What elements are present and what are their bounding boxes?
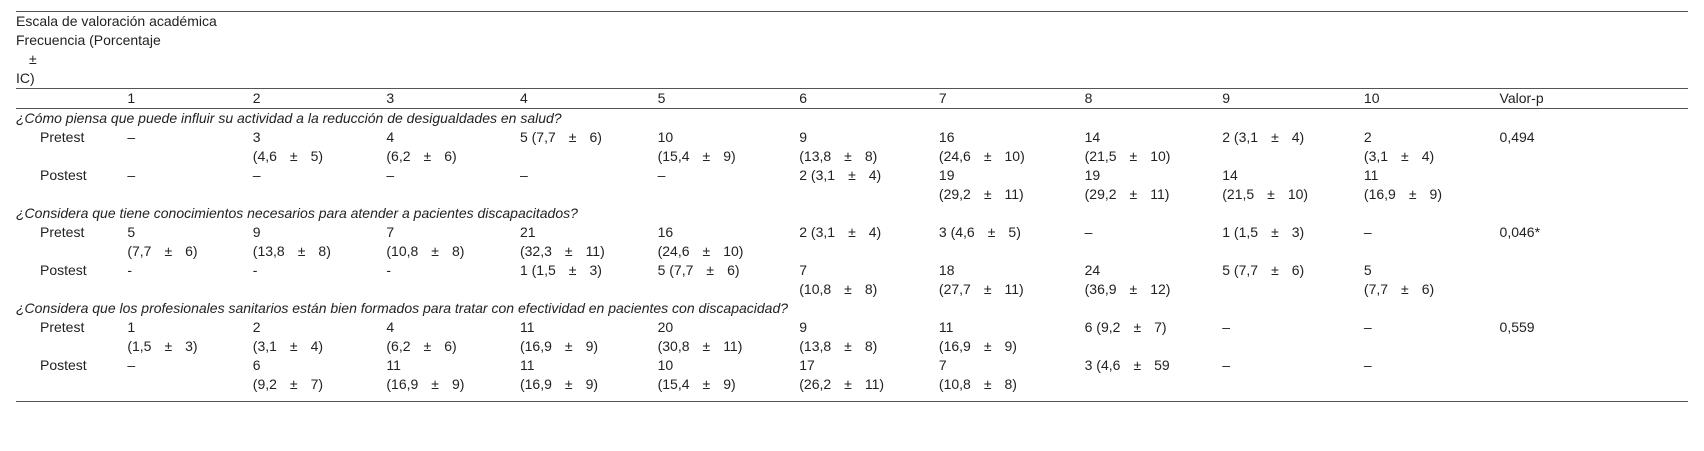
cell-line-1: 9 — [799, 129, 808, 145]
cell-line-2: (6,2 ± 6) — [386, 338, 457, 354]
table-cell — [1085, 318, 1223, 356]
row-label: Postest — [40, 262, 87, 278]
header-col-5: 5 — [658, 89, 800, 109]
table-cell — [386, 128, 520, 166]
cell-line-1: 4 — [386, 129, 395, 145]
table-cell — [1364, 318, 1500, 356]
cell-line-2: (1,5 ± 3) — [127, 338, 198, 354]
cell-line-1: – — [1222, 319, 1231, 335]
table-cell — [1364, 356, 1500, 402]
cell-line-1: 18 — [938, 262, 955, 278]
table-cell — [520, 166, 658, 204]
cell-line-1: 1 (1,5 ± 3) — [1222, 224, 1305, 240]
table-cell — [127, 261, 252, 299]
table-cell — [1364, 223, 1500, 261]
table-cell — [127, 223, 252, 261]
cell-line-2: (32,3 ± 11) — [519, 243, 605, 259]
header-title-row — [16, 12, 1688, 89]
table-row — [16, 318, 1688, 356]
cell-line-1: 11 — [519, 357, 535, 373]
table-cell — [1364, 128, 1500, 166]
table-cell — [658, 261, 800, 299]
cell-line-1: 2 — [252, 319, 261, 335]
table-cell — [1085, 166, 1223, 204]
table-cell — [1222, 128, 1364, 166]
cell-line-1: – — [1363, 319, 1372, 335]
row-label: Postest — [40, 167, 87, 183]
table-cell — [253, 356, 387, 402]
cell-line-1: - — [252, 262, 258, 278]
table-cell — [386, 166, 520, 204]
cell-line-2: (16,9 ± 9) — [386, 376, 465, 392]
cell-line-1: 21 — [519, 224, 536, 240]
cell-line-1: – — [657, 167, 666, 183]
question-row — [16, 204, 1688, 223]
cell-line-1: – — [127, 129, 136, 145]
cell-line-1: 5 — [127, 224, 136, 240]
cell-line-1: – — [127, 167, 136, 183]
pvalue-cell: 0,494 — [1499, 129, 1535, 145]
cell-line-1: 2 (3,1 ± 4) — [799, 167, 882, 183]
cell-line-1: 16 — [657, 224, 674, 240]
table-cell — [658, 166, 800, 204]
cell-line-2: (16,9 ± 9) — [1363, 186, 1442, 202]
cell-line-2: (4,6 ± 5) — [252, 148, 324, 164]
cell-line-1: – — [1363, 357, 1372, 373]
table-cell — [127, 128, 252, 166]
header-title-cell — [16, 12, 1688, 89]
question-text: ¿Considera que tiene conocimientos necesarios para atender a pacientes discapacitados? — [16, 205, 578, 221]
question-row — [16, 299, 1688, 318]
header-col-1: 1 — [127, 89, 252, 109]
cell-line-2: (15,4 ± 9) — [657, 376, 736, 392]
pvalue-cell — [1500, 356, 1688, 402]
header-col-8: 8 — [1085, 89, 1223, 109]
table-cell — [386, 318, 520, 356]
table-cell — [799, 261, 939, 299]
cell-line-2: (16,9 ± 9) — [938, 338, 1017, 354]
cell-line-1: 2 — [1363, 129, 1372, 145]
cell-line-1: 5 — [1363, 262, 1372, 278]
cell-line-2: (24,6 ± 10) — [938, 148, 1025, 164]
cell-line-1: – — [1084, 224, 1093, 240]
cell-line-1: 11 — [1363, 167, 1379, 183]
academic-scale-table — [16, 11, 1688, 402]
cell-line-2: (6,2 ± 6) — [386, 148, 457, 164]
table-cell — [658, 356, 800, 402]
table-cell — [253, 128, 387, 166]
table-cell — [799, 223, 939, 261]
table-cell — [386, 356, 520, 402]
cell-line-1: - — [386, 262, 392, 278]
table-cell — [939, 166, 1085, 204]
cell-line-1: 9 — [799, 319, 808, 335]
table-row — [16, 128, 1688, 166]
table-cell — [253, 318, 387, 356]
cell-line-2: (9,2 ± 7) — [252, 376, 324, 392]
cell-line-2: (13,8 ± 8) — [799, 148, 878, 164]
pvalue-cell: 0,046* — [1499, 224, 1541, 240]
table-cell — [386, 223, 520, 261]
cell-line-2: (13,8 ± 8) — [799, 338, 878, 354]
cell-line-1: 7 — [386, 224, 395, 240]
pvalue-cell: 0,559 — [1499, 319, 1535, 335]
table-cell — [520, 223, 658, 261]
table-cell — [799, 318, 939, 356]
cell-line-1: - — [127, 262, 132, 278]
header-col-3: 3 — [386, 89, 520, 109]
cell-line-1: 11 — [938, 319, 954, 335]
table-cell — [520, 318, 658, 356]
table-cell — [1222, 356, 1364, 402]
cell-line-1: – — [1363, 224, 1372, 240]
row-label: Pretest — [40, 224, 85, 240]
cell-line-2: (10,8 ± 8) — [799, 281, 878, 297]
header-col-6: 6 — [799, 89, 939, 109]
table-cell — [1222, 223, 1364, 261]
cell-line-2: (36,9 ± 12) — [1084, 281, 1171, 297]
table-cell — [939, 318, 1085, 356]
cell-line-2: (7,7 ± 6) — [1363, 281, 1435, 297]
table-cell — [1085, 128, 1223, 166]
cell-line-1: 1 — [127, 319, 136, 335]
cell-line-1: – — [1222, 357, 1231, 373]
cell-line-1: 17 — [799, 357, 815, 373]
cell-line-1: 16 — [938, 129, 955, 145]
cell-line-1: 3 (4,6 ± 5) — [938, 224, 1021, 240]
cell-line-1: 11 — [386, 357, 401, 373]
table-cell — [1085, 356, 1223, 402]
header-title-line2: Frecuencia (Porcentaje ± IC) — [16, 32, 161, 86]
cell-line-1: 2 (3,1 ± 4) — [1222, 129, 1305, 145]
pvalue-cell — [1500, 166, 1688, 204]
cell-line-1: 5 (7,7 ± 6) — [1222, 262, 1305, 278]
table-cell — [1085, 261, 1223, 299]
header-columns-row — [16, 89, 1688, 109]
cell-line-2: (26,2 ± 11) — [799, 376, 885, 392]
header-col-2: 2 — [253, 89, 387, 109]
cell-line-1: 2 (3,1 ± 4) — [799, 224, 882, 240]
cell-line-1: 10 — [657, 129, 674, 145]
table-row — [16, 261, 1688, 299]
table-cell — [1222, 318, 1364, 356]
table-cell — [253, 166, 387, 204]
cell-line-2: (13,8 ± 8) — [252, 243, 331, 259]
header-col-7: 7 — [939, 89, 1085, 109]
question-text: ¿Cómo piensa que puede influir su actividad a la reducción de desigualdades en salud? — [16, 110, 562, 126]
cell-line-1: – — [386, 167, 395, 183]
row-label: Postest — [16, 356, 127, 402]
table-cell — [799, 166, 939, 204]
cell-line-2: (7,7 ± 6) — [127, 243, 198, 259]
header-col-10: 10 — [1364, 89, 1500, 109]
cell-line-2: (29,2 ± 11) — [1084, 186, 1170, 202]
cell-line-1: 9 — [252, 224, 261, 240]
cell-line-2: (21,5 ± 10) — [1084, 148, 1171, 164]
cell-line-2: (24,6 ± 10) — [657, 243, 744, 259]
cell-line-2: (3,1 ± 4) — [1363, 148, 1435, 164]
table-cell — [658, 128, 800, 166]
cell-line-1: – — [519, 167, 528, 183]
table-cell — [1222, 261, 1364, 299]
cell-line-2: (10,8 ± 8) — [938, 376, 1017, 392]
row-label: Pretest — [40, 319, 85, 335]
table-cell — [1222, 166, 1364, 204]
cell-line-2: (15,4 ± 9) — [657, 148, 736, 164]
cell-line-1: – — [252, 167, 261, 183]
cell-line-1: 4 — [386, 319, 395, 335]
cell-line-1: 14 — [1222, 167, 1238, 183]
cell-line-1: 5 (7,7 ± 6) — [657, 262, 740, 278]
cell-line-2: (16,9 ± 9) — [519, 376, 599, 392]
cell-line-2: (16,9 ± 9) — [519, 338, 599, 354]
table-row — [16, 166, 1688, 204]
table-row — [16, 223, 1688, 261]
table-cell — [520, 261, 658, 299]
cell-line-2: (21,5 ± 10) — [1222, 186, 1309, 202]
question-row — [16, 109, 1688, 129]
cell-line-1: 1 (1,5 ± 3) — [519, 262, 602, 278]
cell-line-1: 24 — [1084, 262, 1101, 278]
cell-line-2: (29,2 ± 11) — [938, 186, 1024, 202]
question-text: ¿Considera que los profesionales sanitarios están bien formados para tratar con efectividad en pacientes con discapacidad? — [16, 300, 789, 316]
cell-line-1: 7 — [799, 262, 808, 278]
table-cell — [253, 223, 387, 261]
cell-line-2: (10,8 ± 8) — [386, 243, 465, 259]
table-cell — [127, 166, 252, 204]
cell-line-2: (30,8 ± 11) — [657, 338, 743, 354]
cell-line-1: 3 — [252, 129, 261, 145]
table-cell — [127, 356, 252, 402]
table-cell — [658, 223, 800, 261]
table-cell — [1085, 223, 1223, 261]
cell-line-1: 6 (9,2 ± 7) — [1084, 319, 1167, 335]
table-cell — [386, 261, 520, 299]
cell-line-1: 10 — [657, 357, 674, 373]
header-col-9: 9 — [1222, 89, 1364, 109]
cell-line-1: 11 — [519, 319, 535, 335]
table-cell — [939, 223, 1085, 261]
table-cell — [799, 128, 939, 166]
cell-line-1: 14 — [1084, 129, 1101, 145]
table-cell — [1364, 261, 1500, 299]
cell-line-2: (27,7 ± 11) — [938, 281, 1024, 297]
cell-line-1: 20 — [657, 319, 674, 335]
cell-line-1: 3 (4,6 ± 59 — [1084, 357, 1170, 373]
cell-line-1: 5 (7,7 ± 6) — [519, 129, 602, 145]
header-title-line1: Escala de valoración académica — [16, 13, 217, 29]
table-cell — [799, 356, 939, 402]
table-cell — [658, 318, 800, 356]
table-cell — [520, 128, 658, 166]
table-cell — [520, 356, 658, 402]
table-cell — [939, 356, 1085, 402]
header-empty-cell — [16, 89, 127, 109]
cell-line-2: (3,1 ± 4) — [252, 338, 324, 354]
cell-line-1: 7 — [938, 357, 947, 373]
table-cell — [939, 128, 1085, 166]
header-pvalue: Valor-p — [1500, 89, 1688, 109]
cell-line-1: 6 — [252, 357, 261, 373]
row-label: Pretest — [40, 129, 85, 145]
table-cell — [939, 261, 1085, 299]
table-row — [16, 356, 1688, 402]
table-cell — [253, 261, 387, 299]
cell-line-1: 19 — [938, 167, 955, 183]
table-cell — [127, 318, 252, 356]
cell-line-1: – — [127, 357, 136, 373]
cell-line-1: 19 — [1084, 167, 1101, 183]
table-cell — [1364, 166, 1500, 204]
pvalue-cell — [1500, 261, 1688, 299]
header-col-4: 4 — [520, 89, 658, 109]
